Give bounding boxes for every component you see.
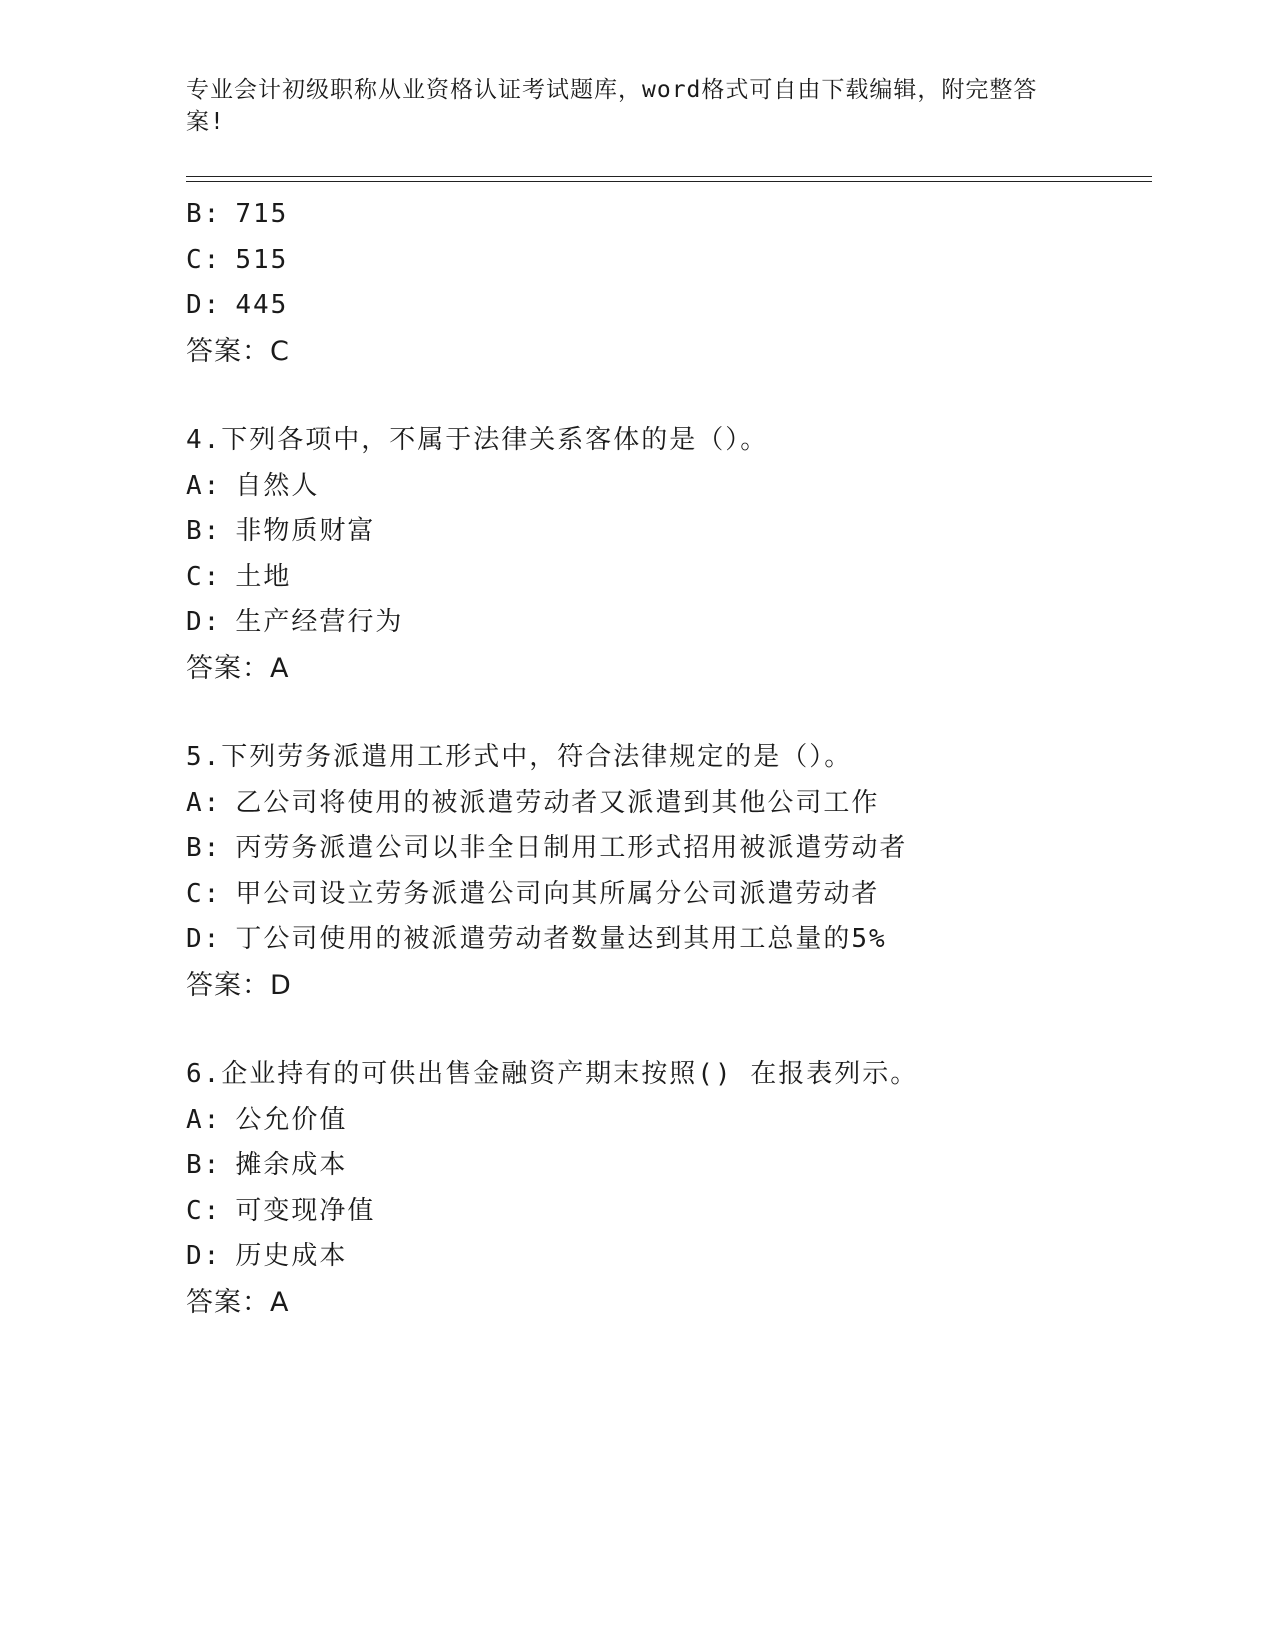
question-text: 5.下列劳务派遣用工形式中，符合法律规定的是（）。 [186,742,853,772]
option-a: A: 乙公司将使用的被派遣劳动者又派遣到其他公司工作 [186,787,880,818]
option-d: D: 丁公司使用的被派遣劳动者数量达到其用工总量的5% [186,924,887,954]
option-b: B: 715 [186,199,289,229]
page-header [186,74,1066,138]
question-block-6 [186,1052,1152,1325]
question-block-4 [186,418,1152,691]
header-line-2: 案! [186,109,225,135]
option-b: B: 非物质财富 [186,516,376,546]
answer-line: 答案：D [186,969,292,1001]
question-list [186,192,1152,1325]
option-b: B: 摊余成本 [186,1150,348,1180]
option-d: D: 445 [186,290,289,320]
question-text: 4.下列各项中，不属于法律关系客体的是（）。 [186,425,769,455]
question-text: 6.企业持有的可供出售金融资产期末按照() 在报表列示。 [186,1059,919,1089]
option-a: A: 公允价值 [186,1104,348,1135]
header-divider-bottom [186,181,1152,182]
option-d: D: 生产经营行为 [186,607,404,637]
answer-line: 答案：C [186,335,290,367]
answer-line: 答案：A [186,652,290,684]
option-b: B: 丙劳务派遣公司以非全日制用工形式招用被派遣劳动者 [186,833,908,863]
option-a: A: 自然人 [186,470,320,501]
question-block-5 [186,735,1152,1008]
header-line-1: 专业会计初级职称从业资格认证考试题库，word格式可自由下载编辑，附完整答 [186,77,1038,103]
option-c: C: 甲公司设立劳务派遣公司向其所属分公司派遣劳动者 [186,878,880,909]
answer-line: 答案：A [186,1286,290,1318]
header-divider-top [186,176,1152,177]
option-c: C: 可变现净值 [186,1195,376,1226]
option-c: C: 515 [186,244,289,275]
question-block-3 [186,192,1152,374]
option-c: C: 土地 [186,561,292,592]
option-d: D: 历史成本 [186,1241,348,1271]
